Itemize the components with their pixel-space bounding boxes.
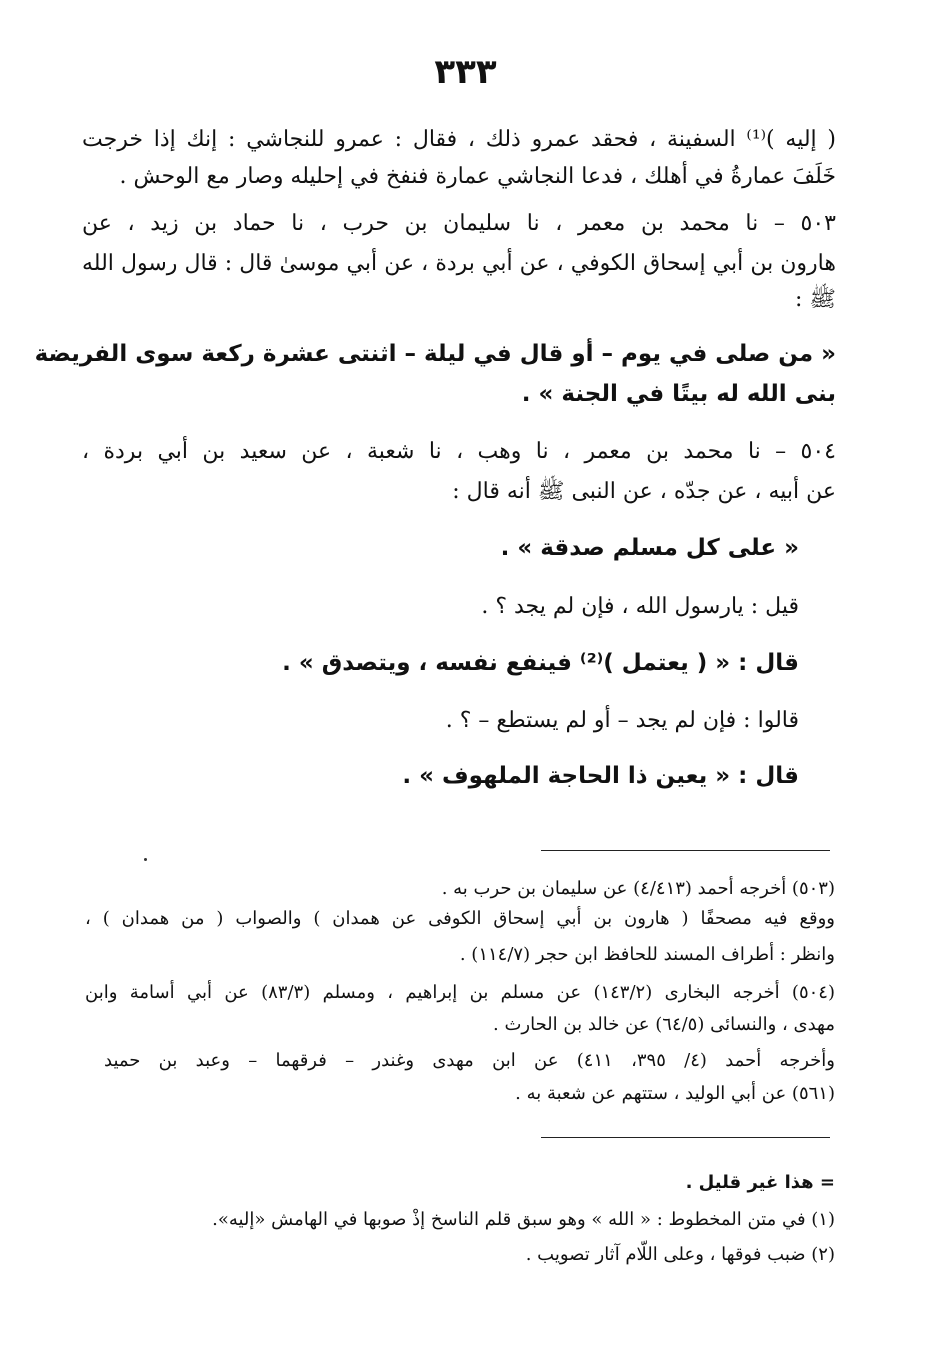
hadith-503-line-3: ﷺ : (795, 287, 836, 312)
hadith-503-line-1: ٥٠٣ – نا محمد بن معمر ، نا سليمان بن حرب ، نا حماد بن زيد ، عن (82, 211, 836, 236)
page-number: ٣٣٣ (434, 52, 497, 92)
dialogue-line-1: قيل : يارسول الله ، فإن لم يجد ؟ . (481, 594, 799, 619)
margin-note-2: (٢) ضبب فوقها ، وعلى اللّام آثار تصويب . (525, 1244, 835, 1265)
margin-note-1: (١) في متن المخطوط : « الله » وهو سبق قلم الناسخ إذْ صوبها في الهامش «إليه». (212, 1209, 835, 1230)
footnote-503-line-3: وانظر : أطراف المسند للحافظ ابن حجر (١١٤/٧) . (459, 944, 835, 965)
hadith-504-matn: « على كل مسلم صدقة » . (500, 535, 799, 561)
hadith-503-matn-line-2: بنى الله له بيتًا في الجنة » . (521, 381, 836, 407)
dialogue-line-2: قال : « ( يعتمل )⁽²⁾ فينفع نفسه ، ويتصدق » . (282, 650, 799, 676)
margin-note-continuation: = هذا غير قليل . (685, 1172, 835, 1193)
stray-mark (144, 858, 147, 861)
footnote-503-line-1: (٥٠٣) أخرجه أحمد (٤/٤١٣) عن سليمان بن حرب به . (441, 878, 835, 899)
hadith-503-matn-line-1: « من صلى في يوم – أو قال في ليلة – اثنتى عشرة ركعة سوى الفريضة (34, 341, 836, 367)
hadith-503-line-2: هارون بن أبي إسحاق الكوفي ، عن أبي بردة ، عن أبي موسىٰ قال : قال رسول الله (82, 251, 836, 276)
footnote-504-line-1: (٥٠٤) أخرجه البخارى (١٤٣/٢) عن مسلم بن إبراهيم ، ومسلم (٨٣/٣) عن أبي أسامة وابن (85, 982, 835, 1003)
footnote-504-line-3: وأخرجه أحمد (٤/ ٣٩٥، ٤١١) عن ابن مهدى وغندر – فرقهما – وعبد بن حميد (104, 1050, 835, 1071)
footnote-504-line-4: (٥٦١) عن أبي الوليد ، ستتهم عن شعبة به . (515, 1083, 835, 1104)
dialogue-line-4: قال : « يعين ذا الحاجة الملهوف » . (402, 763, 799, 789)
dialogue-line-3: قالوا : فإن لم يجد – أو لم يستطع – ؟ . (445, 708, 799, 733)
body-line-1: ( إليه )⁽¹⁾ السفينة ، فحقد عمرو ذلك ، فقال : عمرو للنجاشي : إنك إذا خرجت (82, 127, 837, 152)
footnote-503-line-2: ووقع فيه مصحفًا ( هارون بن أبي إسحاق الكوفى عن همدان ) والصواب ( من همدان ) ، (85, 908, 835, 929)
body-line-2: خَلَفَ عمارةُ في أهلك ، فدعا النجاشي عمارة فنفخ في إحليله وصار مع الوحش . (119, 164, 836, 189)
hadith-504-line-2: عن أبيه ، عن جدّه ، عن النبى ﷺ أنه قال : (452, 479, 836, 504)
footnote-504-line-2: مهدى ، والنسائى (٦٤/٥) عن خالد بن الحارث . (493, 1014, 835, 1035)
footnote-separator-1 (541, 850, 830, 851)
footnote-separator-2 (541, 1137, 830, 1138)
hadith-504-line-1: ٥٠٤ – نا محمد بن معمر ، نا وهب ، نا شعبة ، عن سعيد بن أبي بردة ، (82, 439, 836, 464)
